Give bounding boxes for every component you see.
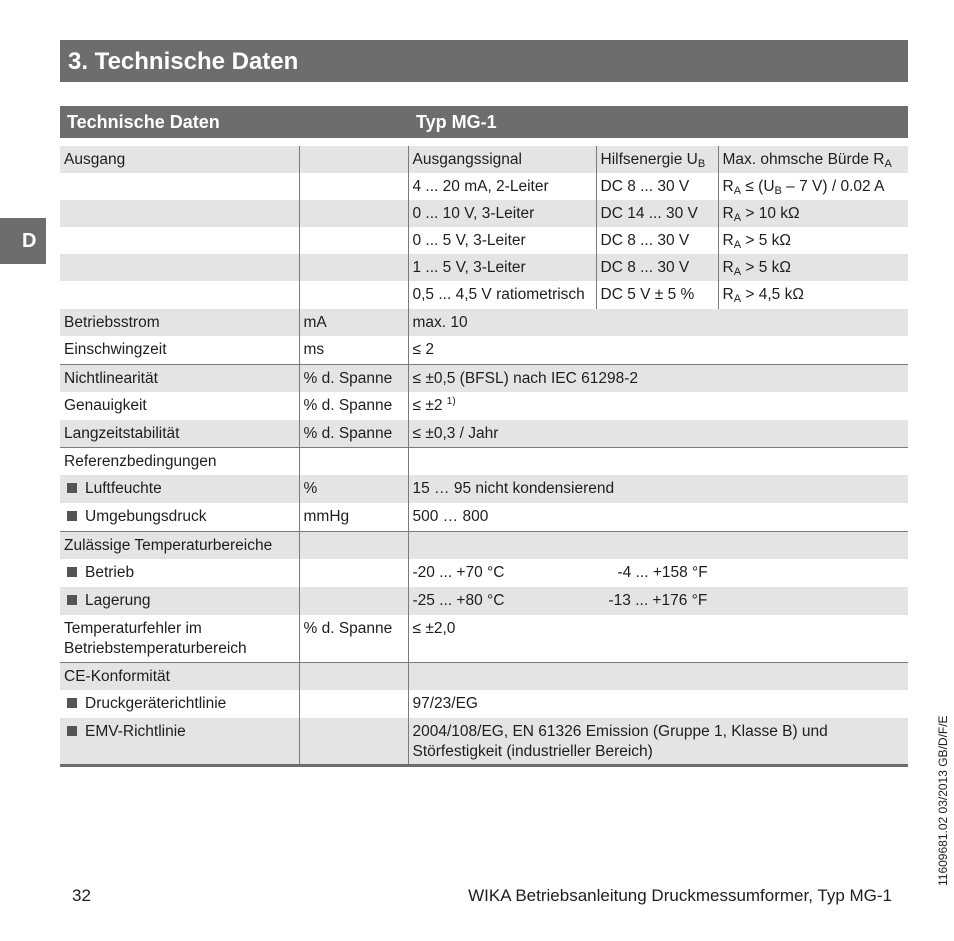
- unit-cell: mA: [299, 309, 408, 336]
- row-label: Betriebsstrom: [60, 309, 299, 336]
- table-row: [60, 254, 908, 281]
- col-header-burden: Max. ohmsche Bürde $R_A$: [718, 146, 908, 173]
- row-label: EMV-Richtlinie: [60, 718, 299, 765]
- table-row: [60, 690, 908, 718]
- value-cell: -20 ... +70 °C -4 ... +158 °F: [408, 559, 908, 587]
- value-cell: ≤ ±2,0: [408, 615, 908, 662]
- row-label: Lagerung: [60, 587, 299, 615]
- table-header-label: Technische Daten: [67, 112, 220, 132]
- table-row: [60, 475, 908, 503]
- unit-cell: mmHg: [299, 503, 408, 531]
- table-row: [60, 146, 908, 173]
- table-row: [60, 336, 908, 364]
- unit-cell: % d. Spanne: [299, 364, 408, 392]
- supply-cell: DC 8 ... 30 V: [596, 227, 718, 254]
- table-header-type: Typ MG-1: [416, 112, 497, 132]
- footnote-marker: 1): [446, 396, 456, 407]
- value-cell: max. 10: [408, 309, 908, 336]
- burden-cell: $R_A \le (U_B - 7$ V) / 0.02 A: [718, 173, 908, 200]
- section-heading: 3. Technische Daten: [60, 40, 908, 82]
- table-row: [60, 587, 908, 615]
- bullet-icon: [67, 511, 77, 521]
- value-cell: ≤ ±2 $^{1)}$: [408, 392, 908, 420]
- bullet-icon: [67, 595, 77, 605]
- table-row: [60, 615, 908, 662]
- row-label: Genauigkeit: [64, 397, 147, 414]
- row-label: Nichtlinearität: [60, 364, 299, 392]
- document-reference: 11609681.02 03/2013 GB/D/F/E: [936, 715, 950, 886]
- supply-cell: DC 8 ... 30 V: [596, 173, 718, 200]
- row-label: Luftfeuchte: [60, 475, 299, 503]
- table-row: [60, 392, 908, 420]
- row-label: Umgebungsdruck: [60, 503, 299, 531]
- row-label: Zulässige Temperaturbereiche: [60, 531, 299, 559]
- row-label: Druckgeräterichtlinie: [60, 690, 299, 718]
- table-row: [60, 364, 908, 392]
- unit-cell: % d. Spanne: [299, 615, 408, 662]
- burden-cell: $R_A > 5$ kΩ: [718, 227, 908, 254]
- language-tab: D: [0, 218, 46, 264]
- signal-cell: 0 ... 5 V, 3-Leiter: [408, 227, 596, 254]
- table-row: [60, 281, 908, 309]
- table-row: [60, 503, 908, 531]
- burden-cell: $R_A > 4,5$ kΩ: [718, 281, 908, 309]
- table-row: [60, 173, 908, 200]
- signal-cell: 4 ... 20 mA, 2-Leiter: [408, 173, 596, 200]
- signal-cell: 0 ... 10 V, 3-Leiter: [408, 200, 596, 227]
- value-cell: 97/23/EG: [408, 690, 908, 718]
- row-label: Referenzbedingungen: [60, 447, 299, 475]
- row-label: Einschwingzeit: [64, 341, 167, 358]
- bullet-icon: [67, 726, 77, 736]
- table-row: [60, 447, 908, 475]
- col-header-supply: Hilfsenergie $U_B$: [596, 146, 718, 173]
- technical-data-table: [60, 146, 908, 767]
- unit-cell: ms: [299, 336, 408, 364]
- value-cell: 15 … 95 nicht kondensierend: [408, 475, 908, 503]
- value-cell: ≤ ±0,5 (BFSL) nach IEC 61298-2: [408, 364, 908, 392]
- burden-cell: $R_A > 5$ kΩ: [718, 254, 908, 281]
- table-row: [60, 718, 908, 765]
- unit-cell: % d. Spanne: [299, 392, 408, 420]
- value-cell: -25 ... +80 °C -13 ... +176 °F: [408, 587, 908, 615]
- unit-cell: % d. Spanne: [299, 420, 408, 447]
- table-row: [60, 420, 908, 447]
- supply-cell: DC 14 ... 30 V: [596, 200, 718, 227]
- col-header-signal: Ausgangssignal: [408, 146, 596, 173]
- table-row: [60, 200, 908, 227]
- table-row: [60, 531, 908, 559]
- row-label: Betrieb: [60, 559, 299, 587]
- burden-cell: $R_A > 10$ kΩ: [718, 200, 908, 227]
- signal-cell: 1 ... 5 V, 3-Leiter: [408, 254, 596, 281]
- value-cell: 500 … 800: [408, 503, 908, 531]
- table-row: [60, 309, 908, 336]
- table-row: [60, 559, 908, 587]
- row-label: Ausgang: [60, 146, 299, 173]
- bullet-icon: [67, 567, 77, 577]
- table-header: [60, 106, 908, 138]
- footer-title: WIKA Betriebsanleitung Druckmessumformer, Typ MG-1: [468, 886, 892, 905]
- unit-cell: %: [299, 475, 408, 503]
- row-label: CE-Konformität: [60, 662, 299, 690]
- table-row: [60, 227, 908, 254]
- supply-cell: DC 5 V ± 5 %: [596, 281, 718, 309]
- row-label: Temperaturfehler im Betriebstemperaturbereich: [64, 620, 247, 657]
- signal-cell: 0,5 ... 4,5 V ratiometrisch: [408, 281, 596, 309]
- supply-cell: DC 8 ... 30 V: [596, 254, 718, 281]
- value-cell: 2004/108/EG, EN 61326 Emission (Gruppe 1, Klasse B) und Störfestigkeit (industrieller Bereich): [408, 718, 908, 765]
- row-label: Langzeitstabilität: [60, 420, 299, 447]
- value-cell: ≤ ±0,3 / Jahr: [408, 420, 908, 447]
- table-row: [60, 662, 908, 690]
- bullet-icon: [67, 483, 77, 493]
- bullet-icon: [67, 698, 77, 708]
- value-cell: ≤ 2: [408, 336, 908, 364]
- page-number: 32: [72, 886, 91, 905]
